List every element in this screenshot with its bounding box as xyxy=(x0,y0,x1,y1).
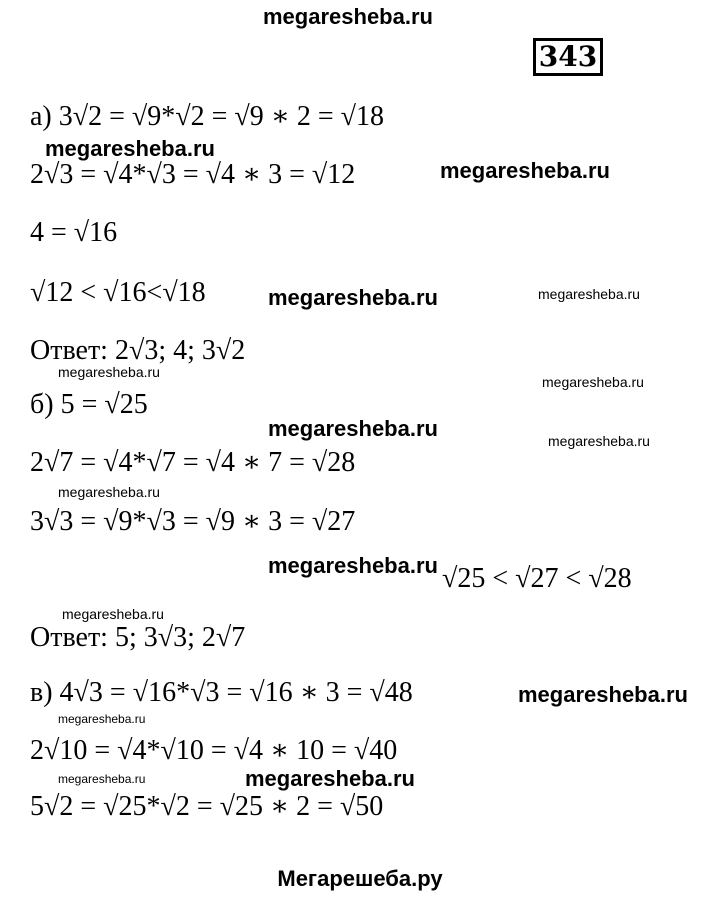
part-a-line-4: √12 < √16<√18 xyxy=(30,277,206,308)
watermark: megaresheba.ru xyxy=(440,158,610,183)
part-c-line-3: 5√2 = √25*√2 = √25 ∗ 2 = √50 xyxy=(30,791,384,822)
footer-site: Мегарешеба.ру xyxy=(277,866,443,891)
task-number-badge: 343 xyxy=(533,38,603,76)
part-b-line-4: √25 < √27 < √28 xyxy=(442,563,632,594)
watermark: megaresheba.ru xyxy=(268,416,438,441)
watermark: megaresheba.ru xyxy=(538,286,640,302)
header-site-watermark: megaresheba.ru xyxy=(263,4,433,29)
part-c-line-1: в) 4√3 = √16*√3 = √16 ∗ 3 = √48 xyxy=(30,677,413,708)
watermark: megaresheba.ru xyxy=(245,766,415,791)
part-b-answer: Ответ: 5; 3√3; 2√7 xyxy=(30,622,246,653)
part-a-line-2: 2√3 = √4*√3 = √4 ∗ 3 = √12 xyxy=(30,159,356,190)
part-b-line-3: 3√3 = √9*√3 = √9 ∗ 3 = √27 xyxy=(30,506,356,537)
watermark: megaresheba.ru xyxy=(58,772,146,786)
part-c-line-2: 2√10 = √4*√10 = √4 ∗ 10 = √40 xyxy=(30,735,398,766)
part-b-line-2: 2√7 = √4*√7 = √4 ∗ 7 = √28 xyxy=(30,447,356,478)
watermark: megaresheba.ru xyxy=(268,285,438,310)
part-a-line-3: 4 = √16 xyxy=(30,217,118,248)
part-a-answer: Ответ: 2√3; 4; 3√2 xyxy=(30,335,246,366)
watermark: megaresheba.ru xyxy=(542,374,644,390)
watermark: megaresheba.ru xyxy=(45,136,215,161)
watermark: megaresheba.ru xyxy=(58,484,160,500)
watermark: megaresheba.ru xyxy=(548,433,650,449)
watermark: megaresheba.ru xyxy=(58,364,160,380)
watermark: megaresheba.ru xyxy=(268,553,438,578)
part-b-line-1: б) 5 = √25 xyxy=(30,389,148,420)
watermark: megaresheba.ru xyxy=(58,712,146,726)
watermark: megaresheba.ru xyxy=(62,606,164,622)
part-a-line-1: а) 3√2 = √9*√2 = √9 ∗ 2 = √18 xyxy=(30,101,384,132)
watermark: megaresheba.ru xyxy=(518,682,688,707)
